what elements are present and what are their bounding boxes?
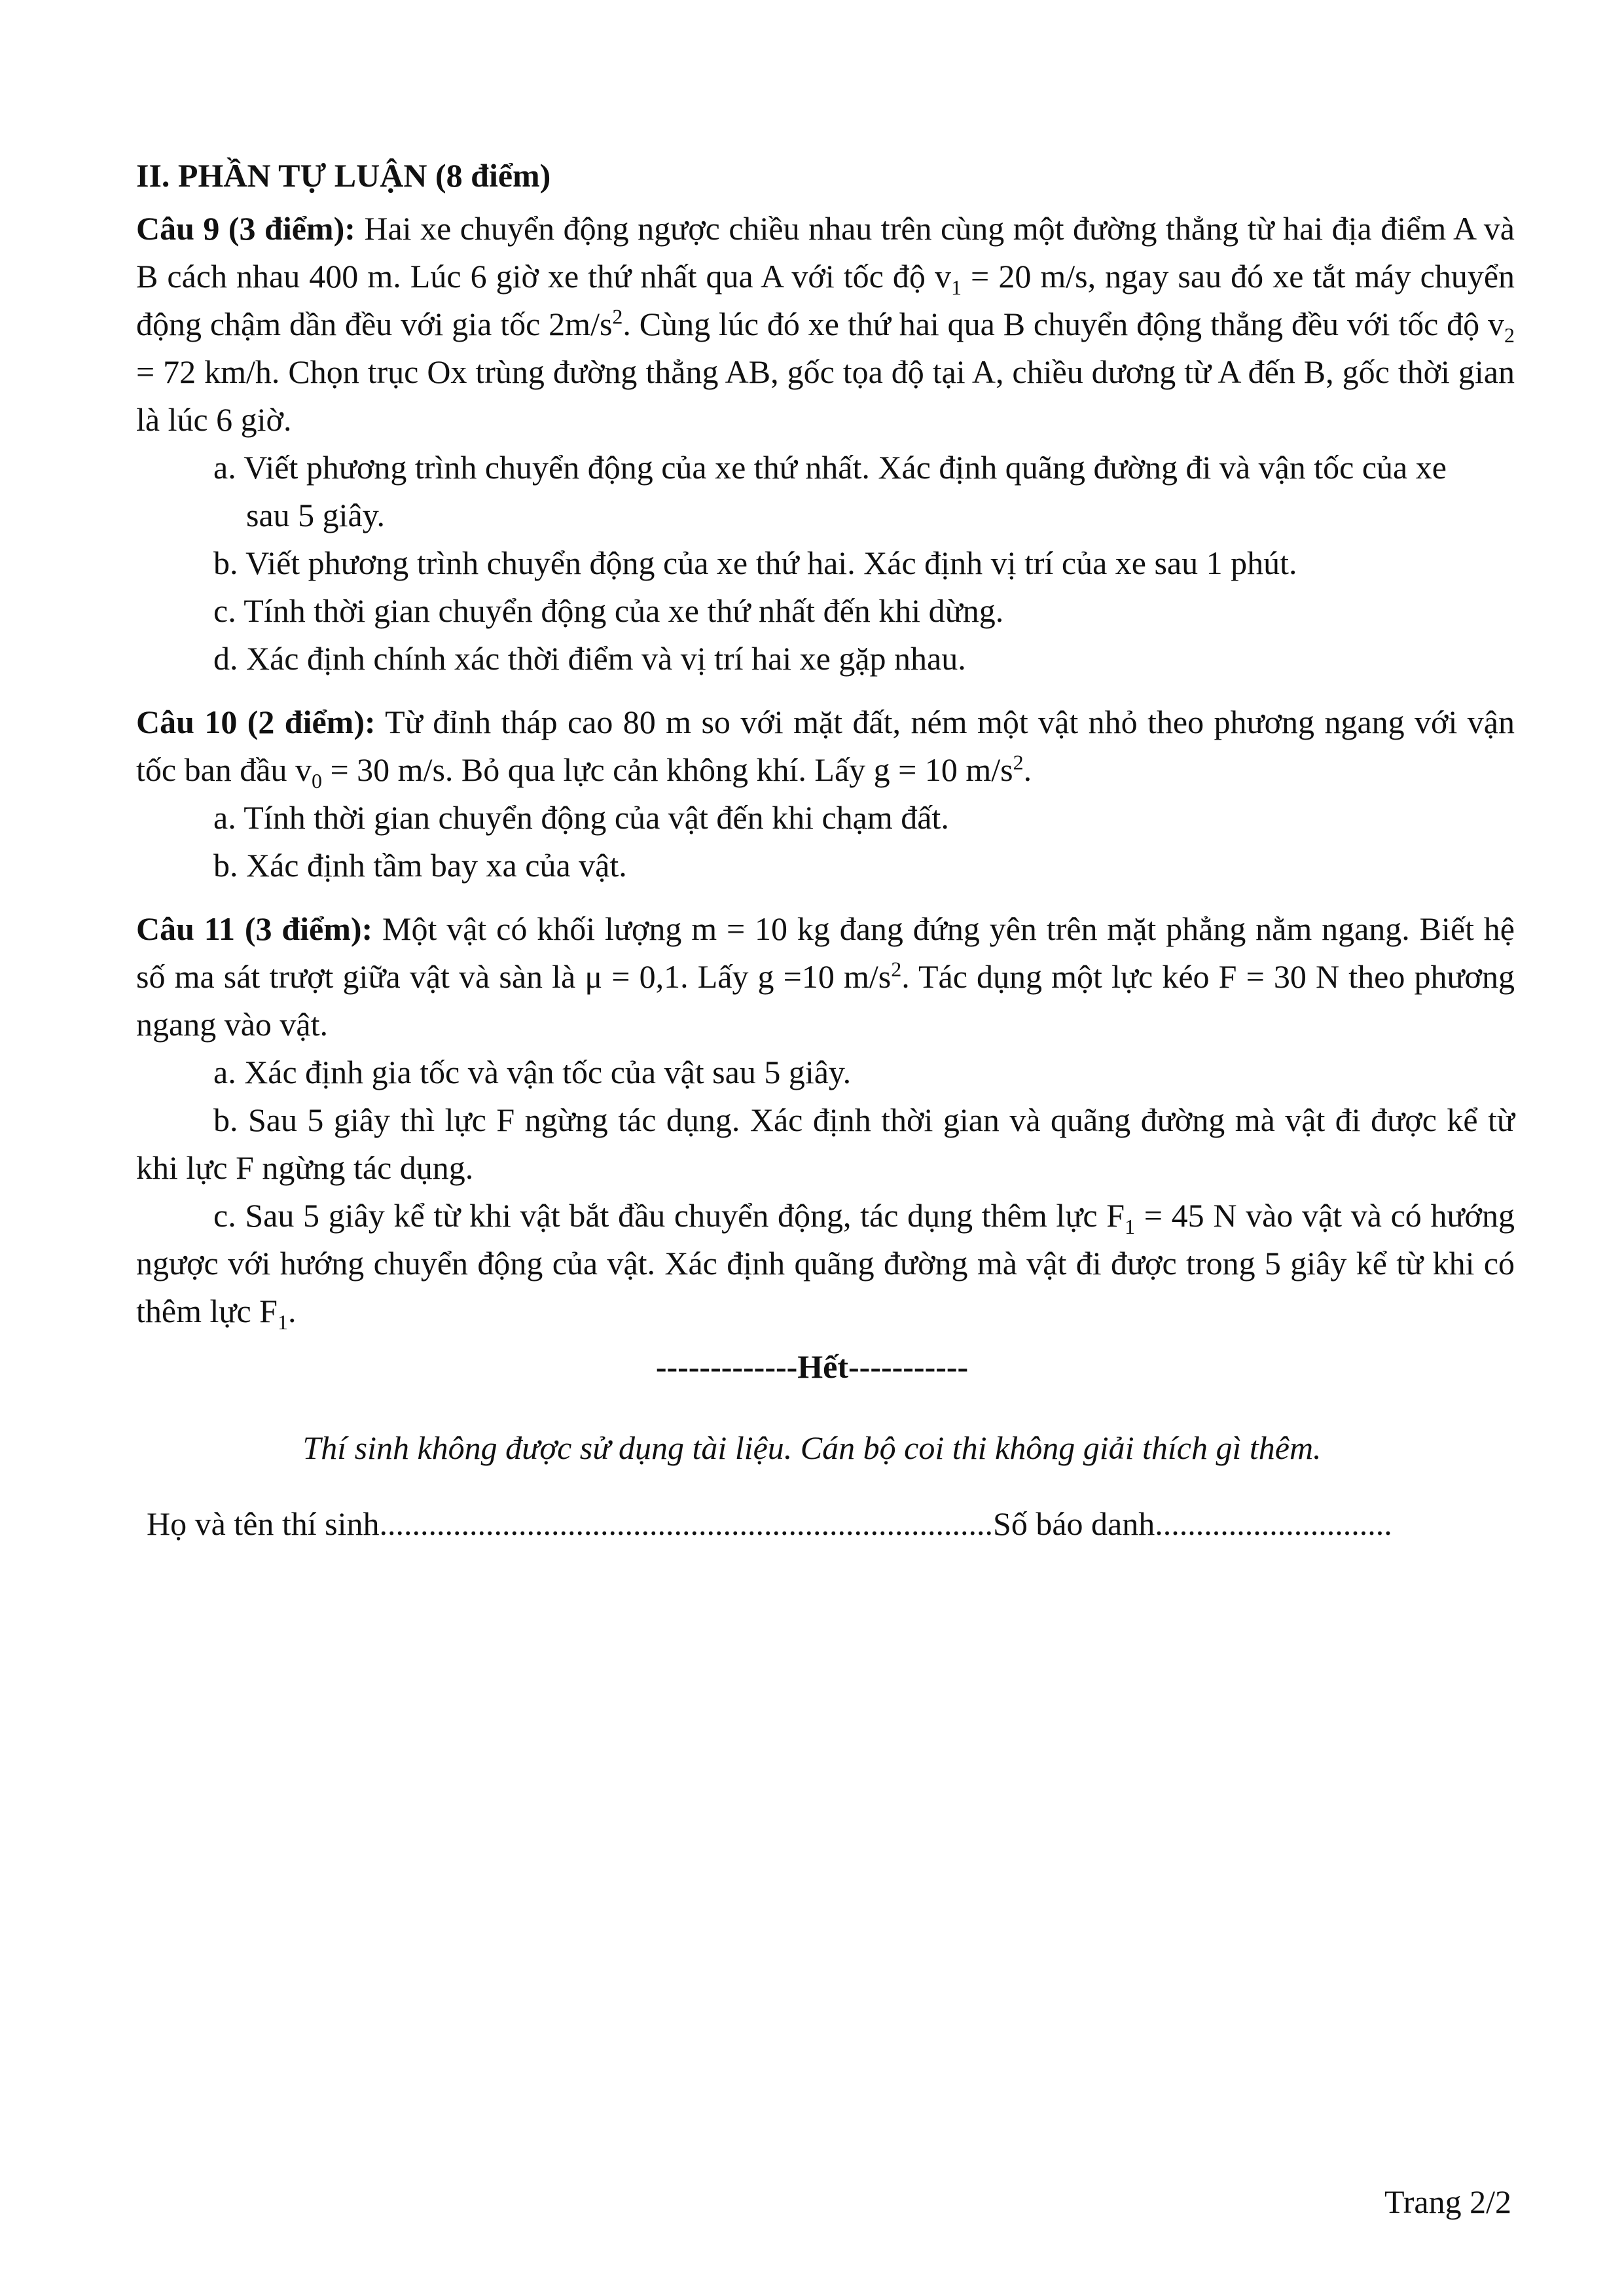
question-10-text-2: = 30 m/s. Bỏ qua lực cản không khí. Lấy g = 10 m/s bbox=[321, 751, 1013, 788]
question-9-item-a-line-1: a. Viết phương trình chuyển động của xe thứ nhất. Xác định quãng đường đi và vận tốc của xe bbox=[213, 449, 1447, 486]
essay-section bbox=[136, 152, 1515, 1335]
subscript-0: 0 bbox=[311, 769, 322, 793]
end-mark: -------------Hết----------- bbox=[655, 1348, 969, 1385]
question-10-intro bbox=[136, 698, 1515, 794]
question-11-item-c-text-3: . bbox=[287, 1293, 297, 1329]
subscript-2: 2 bbox=[1504, 323, 1515, 347]
candidate-name-label: Họ và tên thí sinh bbox=[147, 1505, 380, 1542]
question-11 bbox=[136, 905, 1515, 1335]
question-9 bbox=[136, 205, 1515, 683]
question-9-text-3: . Cùng lúc đó xe thứ hai qua B chuyển động thẳng đều với tốc độ v bbox=[623, 306, 1504, 342]
candidate-id-field: ............................. bbox=[1155, 1505, 1392, 1542]
page-number: Trang 2/2 bbox=[1384, 2183, 1511, 2220]
subscript-1: 1 bbox=[277, 1310, 288, 1334]
question-9-text-2: = 20 m/s, ngay sau đó xe tắt máy chuyển động chậm dần đều với gia tốc 2m/s bbox=[136, 258, 1515, 342]
exam-note: Thí sinh không được sử dụng tài liệu. Cán bộ coi thi không giải thích gì thêm. bbox=[302, 1429, 1322, 1466]
question-9-item-a-line-2: sau 5 giây. bbox=[246, 497, 385, 533]
question-11-label: Câu 11 (3 điểm): bbox=[136, 910, 373, 947]
candidate-info-line bbox=[147, 1500, 1521, 1548]
question-10-item-b: b. Xác định tầm bay xa của vật. bbox=[213, 847, 627, 884]
question-9-text-4: = 72 km/h. Chọn trục Ox trùng đường thẳng AB, gốc tọa độ tại A, chiều dương từ A đến B, gốc thời gian là lúc 6 giờ. bbox=[136, 353, 1515, 438]
candidate-name-field: ........................................................................... bbox=[379, 1505, 994, 1542]
question-11-item-c-text-1: c. Sau 5 giây kể từ khi vật bắt đầu chuyển động, tác dụng thêm lực F bbox=[213, 1197, 1125, 1234]
question-9-item-a bbox=[136, 444, 1515, 539]
subscript-1: 1 bbox=[1125, 1215, 1136, 1238]
section-title: II. PHẦN TỰ LUẬN (8 điểm) bbox=[136, 157, 551, 194]
question-11-item-c bbox=[136, 1192, 1515, 1335]
question-9-item-d: d. Xác định chính xác thời điểm và vị trí hai xe gặp nhau. bbox=[213, 640, 966, 677]
question-9-item-b: b. Viết phương trình chuyển động của xe thứ hai. Xác định vị trí của xe sau 1 phút. bbox=[213, 545, 1297, 581]
question-10 bbox=[136, 698, 1515, 889]
question-9-item-c: c. Tính thời gian chuyển động của xe thứ nhất đến khi dừng. bbox=[213, 592, 1004, 629]
superscript-2: 2 bbox=[1013, 750, 1024, 774]
candidate-id-label: Số báo danh bbox=[993, 1505, 1155, 1542]
question-10-text-3: . bbox=[1023, 751, 1032, 788]
question-9-label: Câu 9 (3 điểm): bbox=[136, 210, 355, 247]
superscript-2: 2 bbox=[612, 304, 623, 329]
question-11-text-2: . Tác dụng một lực kéo F = 30 N theo phương ngang vào vật. bbox=[136, 958, 1515, 1043]
question-11-text-1: Một vật có khối lượng m = 10 kg đang đứng yên trên mặt phẳng nằm ngang. Biết hệ số ma sát trượt giữa vật và sàn là μ = 0,1. Lấy g =10 m/s bbox=[136, 910, 1515, 995]
subscript-1: 1 bbox=[951, 276, 962, 299]
question-11-intro bbox=[136, 905, 1515, 1049]
question-9-intro bbox=[136, 205, 1515, 444]
question-11-item-c-text-2: = 45 N vào vật và có hướng ngược với hướng chuyển động của vật. Xác định quãng đường mà vật đi được trong 5 giây kể từ khi có thêm lực F bbox=[136, 1197, 1515, 1329]
question-11-item-b: b. Sau 5 giây thì lực F ngừng tác dụng. Xác định thời gian và quãng đường mà vật đi được kể từ khi lực F ngừng tác dụng. bbox=[136, 1102, 1515, 1186]
superscript-2: 2 bbox=[891, 957, 902, 981]
question-9-text-1: Hai xe chuyển động ngược chiều nhau trên cùng một đường thẳng từ hai địa điểm A và B cách nhau 400 m. Lúc 6 giờ xe thứ nhất qua A với tốc độ v bbox=[136, 210, 1515, 295]
question-10-item-a: a. Tính thời gian chuyển động của vật đến khi chạm đất. bbox=[213, 799, 949, 836]
question-10-text-1: Từ đỉnh tháp cao 80 m so với mặt đất, ném một vật nhỏ theo phương ngang với vận tốc ban đầu v bbox=[136, 704, 1515, 788]
question-11-item-a: a. Xác định gia tốc và vận tốc của vật sau 5 giây. bbox=[213, 1054, 852, 1090]
question-10-label: Câu 10 (2 điểm): bbox=[136, 704, 376, 740]
